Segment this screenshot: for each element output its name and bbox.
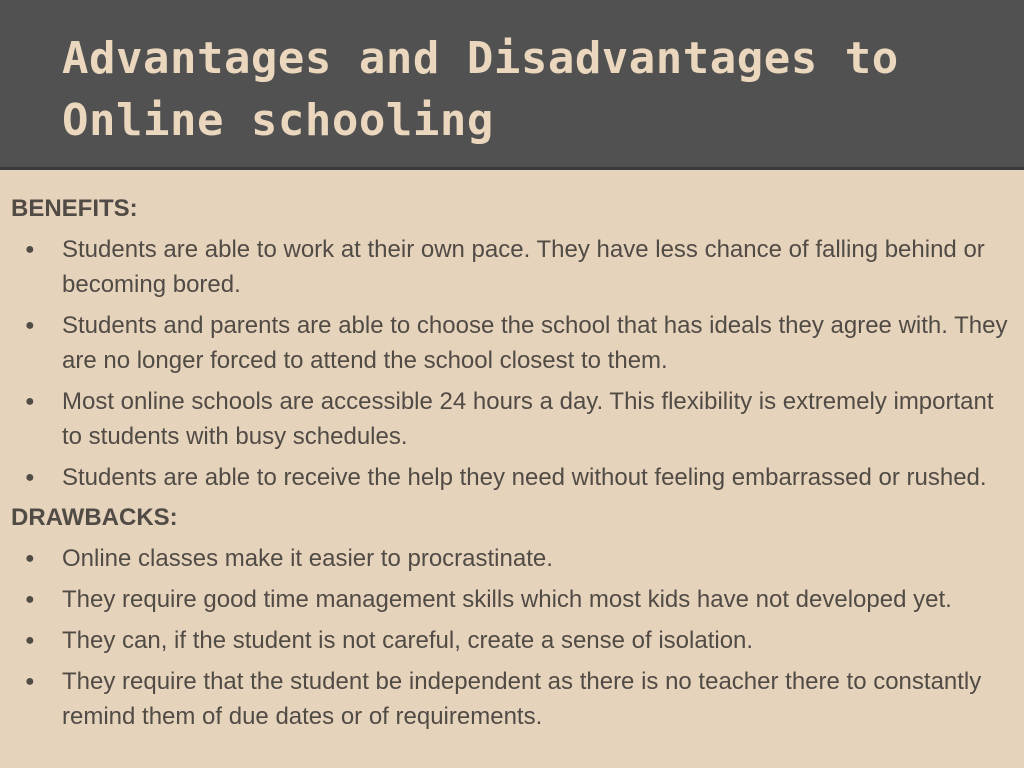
bullet-icon: ● — [25, 591, 35, 608]
bullet-icon: ● — [25, 550, 35, 567]
drawback-item — [11, 664, 1016, 734]
slide-body — [11, 192, 1016, 740]
benefit-item — [11, 460, 1016, 495]
benefit-text: Most online schools are accessible 24 hours a day. This flexibility is extremely important to students with busy schedules. — [62, 388, 994, 450]
benefit-item — [11, 384, 1016, 454]
bullet-icon: ● — [25, 393, 35, 410]
benefit-item — [11, 232, 1016, 302]
benefit-text: Students are able to receive the help they need without feeling embarrassed or rushed. — [62, 464, 987, 491]
bullet-icon: ● — [25, 632, 35, 649]
bullet-icon: ● — [25, 469, 35, 486]
bullet-icon: ● — [25, 317, 35, 334]
benefits-list — [11, 232, 1016, 495]
drawback-text: They require good time management skills which most kids have not developed yet. — [62, 586, 952, 613]
drawbacks-heading: DRAWBACKS: — [11, 504, 178, 531]
bullet-icon: ● — [25, 673, 35, 690]
drawback-item — [11, 582, 1016, 617]
benefit-item — [11, 308, 1016, 378]
slide-title-line-1: Advantages and Disadvantages to — [62, 33, 899, 84]
drawbacks-list — [11, 541, 1016, 734]
drawback-item — [11, 623, 1016, 658]
drawback-text: They can, if the student is not careful, create a sense of isolation. — [62, 627, 754, 654]
bullet-icon: ● — [25, 241, 35, 258]
slide-title — [62, 28, 899, 152]
benefits-heading: BENEFITS: — [11, 195, 138, 222]
drawback-text: They require that the student be independent as there is no teacher there to constantly remind them of due dates or of requirements. — [62, 668, 982, 730]
benefit-text: Students and parents are able to choose the school that has ideals they agree with. They are no longer forced to attend the school closest to them. — [62, 312, 1008, 374]
slide-title-line-2: Online schooling — [62, 95, 494, 146]
title-bar — [0, 0, 1024, 170]
drawback-item — [11, 541, 1016, 576]
benefit-text: Students are able to work at their own pace. They have less chance of falling behind or becoming bored. — [62, 236, 985, 298]
drawback-text: Online classes make it easier to procrastinate. — [62, 545, 553, 572]
